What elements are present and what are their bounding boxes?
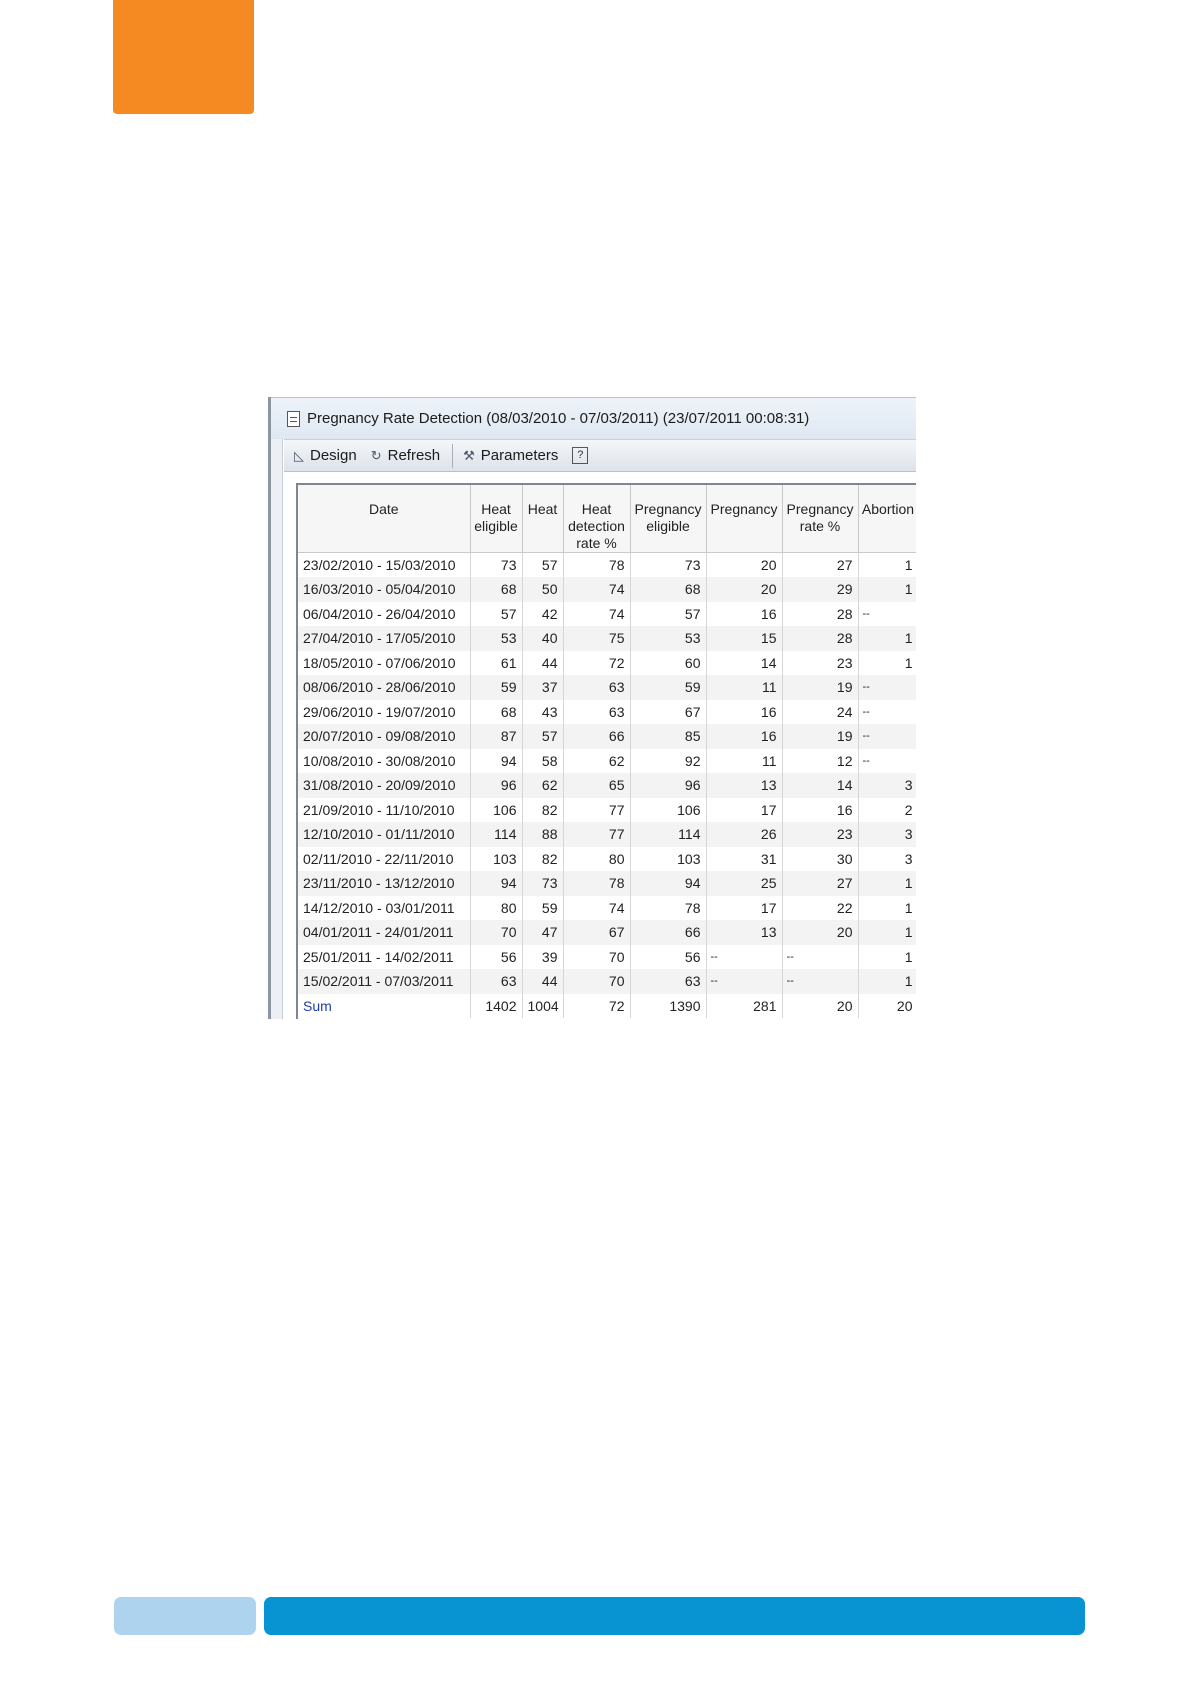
table-cell: -- xyxy=(858,602,916,627)
table-cell: 80 xyxy=(563,847,630,872)
table-row[interactable] xyxy=(298,553,916,578)
table-row[interactable] xyxy=(298,675,916,700)
table-cell: 63 xyxy=(630,969,706,994)
table-cell: 58 xyxy=(522,749,563,774)
table-row[interactable] xyxy=(298,577,916,602)
table-cell: 68 xyxy=(630,577,706,602)
design-icon: ◺ xyxy=(294,447,304,463)
table-cell: 114 xyxy=(630,822,706,847)
table-cell: 20 xyxy=(782,920,858,945)
table-cell: 77 xyxy=(563,798,630,823)
date-cell: 21/09/2010 - 11/10/2010 xyxy=(298,798,470,823)
table-cell: 87 xyxy=(470,724,522,749)
table-cell: 82 xyxy=(522,847,563,872)
sum-cell: 72 xyxy=(563,994,630,1019)
table-cell: 78 xyxy=(563,553,630,578)
table-cell: 68 xyxy=(470,700,522,725)
table-cell: 106 xyxy=(470,798,522,823)
table-cell: 47 xyxy=(522,920,563,945)
table-cell: 37 xyxy=(522,675,563,700)
date-cell: 23/11/2010 - 13/12/2010 xyxy=(298,871,470,896)
table-cell: -- xyxy=(782,945,858,970)
parameters-label: Parameters xyxy=(480,447,559,464)
column-header[interactable]: Heat eligible xyxy=(470,485,522,553)
table-cell: 40 xyxy=(522,626,563,651)
table-cell: 1 xyxy=(858,920,916,945)
table-cell: 31 xyxy=(706,847,782,872)
table-cell: 57 xyxy=(630,602,706,627)
table-cell: 94 xyxy=(470,871,522,896)
table-cell: 70 xyxy=(470,920,522,945)
sum-label: Sum xyxy=(298,994,470,1019)
date-cell: 20/07/2010 - 09/08/2010 xyxy=(298,724,470,749)
side-panel-strip xyxy=(271,439,283,1019)
table-cell: 27 xyxy=(782,871,858,896)
date-cell: 25/01/2011 - 14/02/2011 xyxy=(298,945,470,970)
orange-header-tab xyxy=(113,0,254,114)
column-header[interactable]: Pregnancy eligible xyxy=(630,485,706,553)
table-cell: 12 xyxy=(782,749,858,774)
table-cell: 53 xyxy=(630,626,706,651)
table-cell: 57 xyxy=(470,602,522,627)
table-cell: 1 xyxy=(858,626,916,651)
table-cell: 94 xyxy=(630,871,706,896)
table-cell: -- xyxy=(858,700,916,725)
design-button[interactable] xyxy=(294,447,357,464)
date-cell: 02/11/2010 - 22/11/2010 xyxy=(298,847,470,872)
table-row[interactable] xyxy=(298,602,916,627)
table-cell: 39 xyxy=(522,945,563,970)
table-cell: 20 xyxy=(706,577,782,602)
table-cell: 30 xyxy=(782,847,858,872)
column-header[interactable]: Date xyxy=(298,485,470,553)
sum-row xyxy=(298,994,916,1019)
table-cell: 94 xyxy=(470,749,522,774)
date-cell: 14/12/2010 - 03/01/2011 xyxy=(298,896,470,921)
table-cell: 1 xyxy=(858,553,916,578)
table-cell: 67 xyxy=(630,700,706,725)
table-cell: 78 xyxy=(563,871,630,896)
table-cell: 114 xyxy=(470,822,522,847)
table-cell: 26 xyxy=(706,822,782,847)
date-cell: 16/03/2010 - 05/04/2010 xyxy=(298,577,470,602)
table-row[interactable] xyxy=(298,626,916,651)
sum-cell: 1390 xyxy=(630,994,706,1019)
table-cell: 11 xyxy=(706,675,782,700)
table-row[interactable] xyxy=(298,847,916,872)
sum-cell: 281 xyxy=(706,994,782,1019)
table-cell: 88 xyxy=(522,822,563,847)
table-cell: 62 xyxy=(522,773,563,798)
table-cell: 67 xyxy=(563,920,630,945)
table-cell: 50 xyxy=(522,577,563,602)
table-row[interactable] xyxy=(298,700,916,725)
table-cell: 43 xyxy=(522,700,563,725)
date-cell: 12/10/2010 - 01/11/2010 xyxy=(298,822,470,847)
table-cell: 62 xyxy=(563,749,630,774)
table-cell: 70 xyxy=(563,969,630,994)
design-label: Design xyxy=(310,447,357,464)
table-header-row xyxy=(298,485,916,553)
table-cell: 2 xyxy=(858,798,916,823)
footer-bar-light xyxy=(114,1597,256,1635)
table-cell: 44 xyxy=(522,969,563,994)
table-row[interactable] xyxy=(298,651,916,676)
table-cell: 103 xyxy=(630,847,706,872)
table-cell: 1 xyxy=(858,577,916,602)
table-cell: 53 xyxy=(470,626,522,651)
table-cell: 61 xyxy=(470,651,522,676)
report-window xyxy=(268,397,916,1019)
date-cell: 27/04/2010 - 17/05/2010 xyxy=(298,626,470,651)
table-cell: 73 xyxy=(630,553,706,578)
date-cell: 18/05/2010 - 07/06/2010 xyxy=(298,651,470,676)
date-cell: 06/04/2010 - 26/04/2010 xyxy=(298,602,470,627)
table-cell: 3 xyxy=(858,847,916,872)
table-cell: 70 xyxy=(563,945,630,970)
table-row[interactable] xyxy=(298,798,916,823)
table-cell: 15 xyxy=(706,626,782,651)
table-cell: 75 xyxy=(563,626,630,651)
table-body xyxy=(298,553,916,1019)
table-cell: 66 xyxy=(630,920,706,945)
document-icon xyxy=(287,411,300,427)
footer-bar-dark xyxy=(264,1597,1085,1635)
parameters-button[interactable] xyxy=(463,447,558,464)
table-cell: 82 xyxy=(522,798,563,823)
table-cell: 63 xyxy=(563,700,630,725)
table-cell: 22 xyxy=(782,896,858,921)
table-row[interactable] xyxy=(298,920,916,945)
table-cell: 63 xyxy=(470,969,522,994)
table-cell: 106 xyxy=(630,798,706,823)
column-header[interactable]: Pregnancy rate % xyxy=(782,485,858,553)
table-cell: 42 xyxy=(522,602,563,627)
table-cell: 57 xyxy=(522,553,563,578)
table-cell: 14 xyxy=(782,773,858,798)
table-cell: 1 xyxy=(858,896,916,921)
date-cell: 08/06/2010 - 28/06/2010 xyxy=(298,675,470,700)
table-cell: 73 xyxy=(522,871,563,896)
table-cell: 59 xyxy=(470,675,522,700)
table-cell: 3 xyxy=(858,773,916,798)
table-cell: 80 xyxy=(470,896,522,921)
table-cell: 63 xyxy=(563,675,630,700)
table-cell: 72 xyxy=(563,651,630,676)
table-cell: 11 xyxy=(706,749,782,774)
date-cell: 23/02/2010 - 15/03/2010 xyxy=(298,553,470,578)
date-cell: 10/08/2010 - 30/08/2010 xyxy=(298,749,470,774)
date-cell: 04/01/2011 - 24/01/2011 xyxy=(298,920,470,945)
table-cell: -- xyxy=(858,724,916,749)
toolbar xyxy=(284,439,916,472)
table-cell: 65 xyxy=(563,773,630,798)
table-cell: 1 xyxy=(858,945,916,970)
table-cell: 3 xyxy=(858,822,916,847)
table-cell: 1 xyxy=(858,871,916,896)
table-cell: 16 xyxy=(706,602,782,627)
table-cell: 68 xyxy=(470,577,522,602)
table-row[interactable] xyxy=(298,871,916,896)
column-header[interactable]: Heat xyxy=(522,485,563,553)
table-cell: 19 xyxy=(782,675,858,700)
table-cell: 57 xyxy=(522,724,563,749)
table-cell: 78 xyxy=(630,896,706,921)
table-cell: 28 xyxy=(782,602,858,627)
table-cell: -- xyxy=(706,945,782,970)
table-cell: 14 xyxy=(706,651,782,676)
table-cell: -- xyxy=(858,675,916,700)
table-cell: 44 xyxy=(522,651,563,676)
table-cell: 23 xyxy=(782,822,858,847)
date-cell: 29/06/2010 - 19/07/2010 xyxy=(298,700,470,725)
table-cell: 56 xyxy=(630,945,706,970)
table-cell: 28 xyxy=(782,626,858,651)
column-header[interactable]: Abortion xyxy=(858,485,916,553)
sum-cell: 1402 xyxy=(470,994,522,1019)
date-cell: 31/08/2010 - 20/09/2010 xyxy=(298,773,470,798)
table-cell: 16 xyxy=(706,700,782,725)
help-icon[interactable]: ? xyxy=(572,447,588,464)
table-cell: 96 xyxy=(630,773,706,798)
table-cell: 66 xyxy=(563,724,630,749)
table-cell: 17 xyxy=(706,896,782,921)
table-cell: 60 xyxy=(630,651,706,676)
table-cell: 1 xyxy=(858,969,916,994)
refresh-icon: ↻ xyxy=(370,447,382,463)
table-cell: 17 xyxy=(706,798,782,823)
table-cell: -- xyxy=(706,969,782,994)
report-grid xyxy=(296,483,916,1019)
table-cell: 103 xyxy=(470,847,522,872)
parameters-icon: ⚒ xyxy=(463,447,475,463)
report-table xyxy=(298,485,916,1018)
table-cell: 13 xyxy=(706,920,782,945)
table-cell: 59 xyxy=(522,896,563,921)
table-cell: 92 xyxy=(630,749,706,774)
sum-cell: 20 xyxy=(782,994,858,1019)
table-row[interactable] xyxy=(298,724,916,749)
table-cell: 85 xyxy=(630,724,706,749)
table-cell: 13 xyxy=(706,773,782,798)
table-cell: 23 xyxy=(782,651,858,676)
table-cell: 73 xyxy=(470,553,522,578)
column-header[interactable]: Pregnancy xyxy=(706,485,782,553)
table-row[interactable] xyxy=(298,896,916,921)
table-row[interactable] xyxy=(298,749,916,774)
refresh-button[interactable] xyxy=(371,447,440,464)
table-cell: 96 xyxy=(470,773,522,798)
date-cell: 15/02/2011 - 07/03/2011 xyxy=(298,969,470,994)
window-titlebar xyxy=(271,397,916,439)
table-cell: 29 xyxy=(782,577,858,602)
table-cell: 56 xyxy=(470,945,522,970)
table-cell: 27 xyxy=(782,553,858,578)
table-cell: 16 xyxy=(782,798,858,823)
table-cell: 19 xyxy=(782,724,858,749)
table-cell: 74 xyxy=(563,896,630,921)
table-row[interactable] xyxy=(298,773,916,798)
refresh-label: Refresh xyxy=(387,447,441,464)
table-cell: 59 xyxy=(630,675,706,700)
table-cell: 74 xyxy=(563,602,630,627)
sum-cell: 20 xyxy=(858,994,916,1019)
table-cell: -- xyxy=(782,969,858,994)
table-cell: 16 xyxy=(706,724,782,749)
table-row[interactable] xyxy=(298,969,916,994)
sum-cell: 1004 xyxy=(522,994,563,1019)
toolbar-separator xyxy=(452,444,453,468)
table-cell: 77 xyxy=(563,822,630,847)
table-row[interactable] xyxy=(298,822,916,847)
window-title: Pregnancy Rate Detection (08/03/2010 - 07/03/2011) (23/07/2011 00:08:31) xyxy=(307,410,810,427)
table-cell: 25 xyxy=(706,871,782,896)
table-cell: -- xyxy=(858,749,916,774)
table-cell: 74 xyxy=(563,577,630,602)
table-row[interactable] xyxy=(298,945,916,970)
table-cell: 1 xyxy=(858,651,916,676)
table-cell: 24 xyxy=(782,700,858,725)
column-header[interactable]: Heat detection rate % xyxy=(563,485,630,553)
table-cell: 20 xyxy=(706,553,782,578)
